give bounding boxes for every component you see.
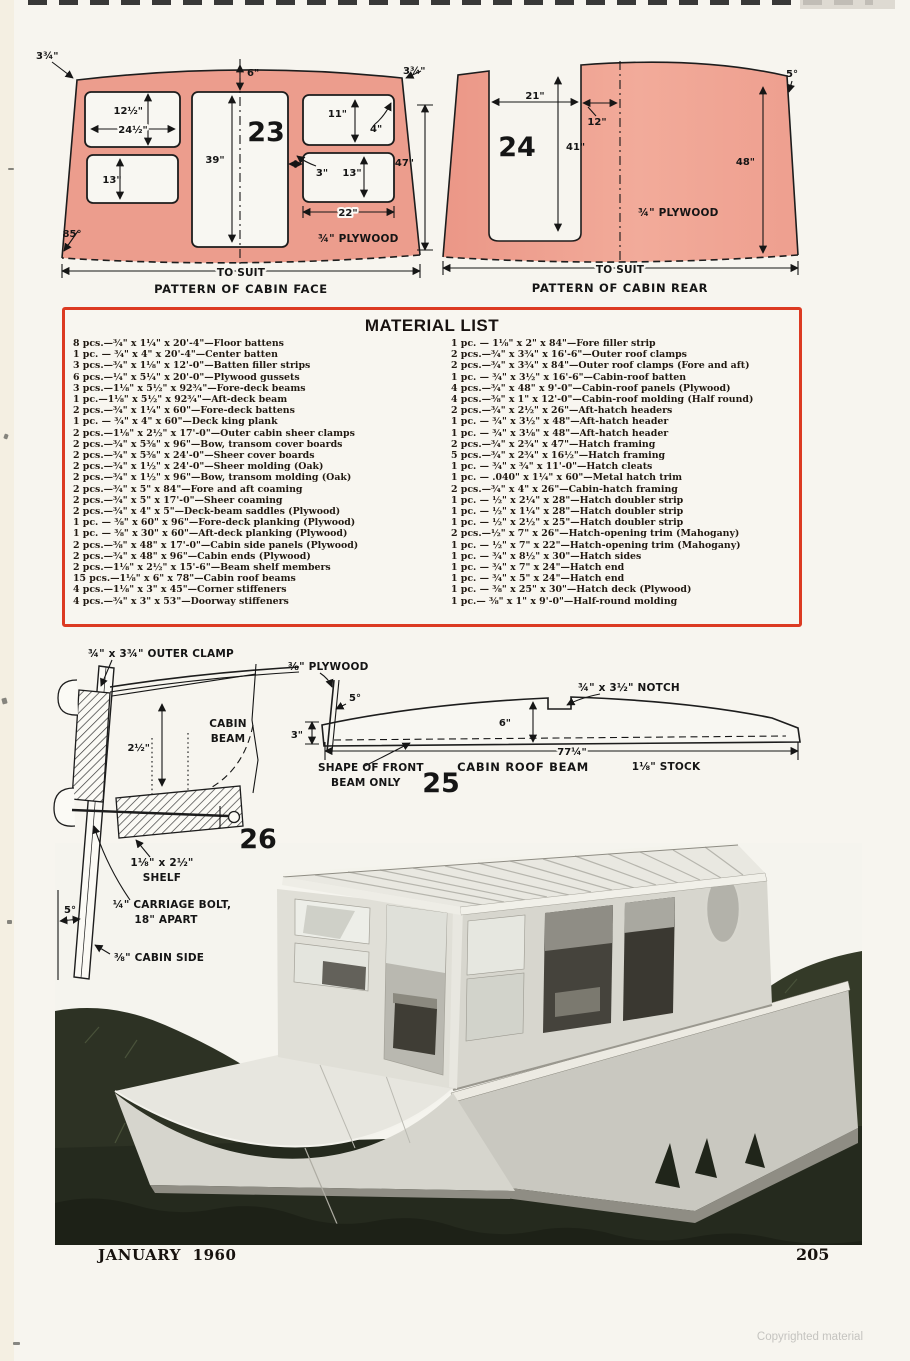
copyright-watermark: Copyrighted material <box>756 1331 863 1343</box>
figure-number-26: 26 <box>239 824 277 855</box>
figure-number-25: 25 <box>422 768 460 799</box>
material-list-item: 1 pc. — ½" x 1¼" x 28"—Hatch doubler strip <box>451 506 684 518</box>
issue-date: JANUARY 1960 <box>98 1246 237 1264</box>
material-list-item: 2 pcs.—¾" x 4" x 26"—Cabin-hatch framing <box>451 483 678 495</box>
material-list-item: 2 pcs.—¾" x 4" x 5"—Deck-beam saddles (Plywood) <box>73 506 341 518</box>
page-number: 205 <box>796 1245 830 1264</box>
cabin-beam-label-2: BEAM <box>210 733 246 745</box>
caption-cabin-face: PATTERN OF CABIN FACE <box>154 282 328 296</box>
material-list-item: 1 pc. — ¾" x 4" x 60"—Deck king plank <box>73 416 278 428</box>
material-list-item: 1 pc. — ¾" x 3½" x 16'-6"—Cabin-roof batten <box>451 371 687 383</box>
material-list-item: 1 pc. — ⅜" x 25" x 30"—Hatch deck (Plywood) <box>451 584 692 596</box>
material-list-item: 2 pcs.—¾" x 1½" x 24'-0"—Sheer molding (Oak) <box>73 461 324 473</box>
dim-6: 6" <box>498 718 511 729</box>
material-list-item: 1 pc. — ¾" x 3⅛" x 48"—Aft-hatch header <box>451 427 669 439</box>
material-list-item: 2 pcs.—1⅛" x 2½" x 15'-6"—Beam shelf members <box>73 562 331 574</box>
dim-39: 39" <box>205 155 225 166</box>
dim-3-3-4-right: 3¾" <box>403 66 426 77</box>
outer-clamp-label: ¾" x 3¾" OUTER CLAMP <box>88 648 234 660</box>
material-list-left-column <box>73 338 451 607</box>
material-list-item: 1 pc. — ¾" x 4" x 20'-4"—Center batten <box>73 349 278 361</box>
carriage-bolt-label-1: ¼" CARRIAGE BOLT, <box>112 899 232 911</box>
material-list-item: 1 pc. — ⅜" x 60" x 96"—Fore-deck planking (Plywood) <box>73 517 356 529</box>
carriage-bolt-label-2: 18" APART <box>134 914 198 926</box>
material-list-item: 15 pcs.—1⅛" x 6" x 78"—Cabin roof beams <box>73 573 296 585</box>
stock-label: 1⅛" STOCK <box>631 761 701 773</box>
material-list-item: 3 pcs.—¾" x 1⅛" x 12'-0"—Batten filler strips <box>73 360 311 372</box>
material-list-item: 1 pc. — ¾" x 7" x 24"—Hatch end <box>451 562 625 574</box>
material-list-item: 2 pcs.—⅜" x 48" x 17'-0"—Cabin side panels (Plywood) <box>73 539 359 551</box>
shape-note-1: SHAPE OF FRONT <box>318 762 424 774</box>
dim-3-3-4-left: 3¾" <box>36 51 59 62</box>
cabin-beam-label-1: CABIN <box>209 718 247 730</box>
dim-21: 21" <box>525 91 545 102</box>
angle-5: 5° <box>349 693 361 704</box>
construction-detail-diagrams <box>0 630 910 995</box>
material-list-item: 2 pcs.—¾" x 5" x 84"—Fore and aft coaming <box>73 483 303 495</box>
dim-2-5: 2½" <box>127 743 150 754</box>
material-list-item: 1 pc. — ½" x 2½" x 25"—Hatch doubler strip <box>451 517 684 529</box>
material-list-item: 2 pcs.—¾" x 5" x 17'-0"—Sheer coaming <box>73 494 283 506</box>
material-list-item: 1 pc. — ¾" x 8½" x 30"—Hatch sides <box>451 550 642 562</box>
material-list-item: 1 pc.— ⅜" x 1" x 9'-0"—Half-round molding <box>451 595 678 607</box>
material-list-item: 1 pc. — ½" x 2¼" x 28"—Hatch doubler strip <box>451 494 684 506</box>
material-list-item: 2 pcs.—¾" x 5⅜" x 96"—Bow, transom cover boards <box>73 438 343 450</box>
material-list-item: 1 pc. — ¾" x ¾" x 11'-0"—Hatch cleats <box>451 461 653 473</box>
figure-number-24: 24 <box>498 132 536 163</box>
dim-6: 6" <box>247 68 260 79</box>
plywood-label: ¾" PLYWOOD <box>638 207 719 219</box>
dim-12-5: 12½" <box>113 106 143 117</box>
angle-85: 85° <box>62 229 82 240</box>
dim-77: 77¼" <box>557 747 587 758</box>
cabin-face-pattern <box>36 51 433 296</box>
dim-22: 22" <box>338 208 358 219</box>
material-list-item: 2 pcs.—1⅛" x 2½" x 17'-0"—Outer cabin sheer clamps <box>73 427 355 439</box>
roof-beam-fig25 <box>291 680 800 799</box>
scan-artifact <box>800 0 895 9</box>
material-list-item: 1 pc. — ¾" x 5" x 24"—Hatch end <box>451 573 625 585</box>
dim-4: 4" <box>370 124 383 135</box>
torn-edge-artifact <box>28 0 873 5</box>
material-list-item: 2 pcs.—¾" x 2¾" x 47"—Hatch framing <box>451 438 656 450</box>
dim-3: 3" <box>290 730 303 741</box>
material-list-item: 1 pc. — ⅜" x 30" x 60"—Aft-deck planking (Plywood) <box>73 528 348 540</box>
material-list-right-column <box>451 338 795 607</box>
material-list-item: 2 pcs.—¾" x 1¼" x 60"—Fore-deck battens <box>73 405 295 417</box>
dim-3: 3" <box>315 168 329 179</box>
to-suit-label: TO SUIT <box>216 267 266 279</box>
material-list-item: 1 pc. — ¾" x 3½" x 48"—Aft-hatch header <box>451 416 669 428</box>
angle-5: 5° <box>64 905 76 916</box>
material-list-item: 2 pcs.—½" x 7" x 26"—Hatch-opening trim (Mahogany) <box>451 528 740 540</box>
dim-12: 12" <box>587 117 607 128</box>
material-list-item: 8 pcs.—¾" x 1¼" x 20'-4"—Floor battens <box>73 338 284 349</box>
dim-11: 11" <box>327 109 347 120</box>
shelf-label: SHELF <box>142 872 182 884</box>
dim-47: 47" <box>394 158 414 169</box>
to-suit-label: TO SUIT <box>595 264 645 276</box>
dim-48: 48" <box>735 157 755 168</box>
shelf-size-label: 1⅛" x 2½" <box>130 857 194 869</box>
material-list-item: 1 pc. — ½" x 7" x 22"—Hatch-opening trim (Mahogany) <box>451 539 741 551</box>
cabin-pattern-diagrams <box>0 45 910 305</box>
material-list-item: 4 pcs.—⅜" x 1" x 12'-0"—Cabin-roof molding (Half round) <box>451 394 754 406</box>
dim-13-right: 13" <box>342 168 362 179</box>
material-list-item: 1 pc.—1⅛" x 5½" x 92¾"—Aft-deck beam <box>73 394 288 406</box>
material-list-item: 2 pcs.—¾" x 5⅜" x 24'-0"—Sheer cover boards <box>73 450 315 462</box>
material-list-title: MATERIAL LIST <box>364 316 500 335</box>
caption-cabin-rear: PATTERN OF CABIN REAR <box>531 281 709 295</box>
material-list-box <box>62 307 802 627</box>
dim-24-5: 24½" <box>118 125 148 136</box>
roof-beam-title: CABIN ROOF BEAM <box>457 760 589 774</box>
material-list-item: 2 pcs.—¾" x 48" x 96"—Cabin ends (Plywood) <box>73 550 311 562</box>
figure-number-23: 23 <box>247 117 285 148</box>
material-list-item: 4 pcs.—1⅛" x 3" x 45"—Corner stiffeners <box>73 584 287 596</box>
plywood-label: ¾" PLYWOOD <box>318 233 399 245</box>
material-list-item: 6 pcs.—¼" x 5¼" x 20'-0"—Plywood gussets <box>73 371 300 383</box>
material-list-item: 2 pcs.—¾" x 2½" x 26"—Aft-hatch headers <box>451 405 673 417</box>
material-list-item: 3 pcs.—1⅛" x 5½" x 92¾"—Fore-deck beams <box>73 382 306 394</box>
notch-label: ¾" x 3½" NOTCH <box>578 682 680 694</box>
cabin-rear-pattern <box>443 61 798 295</box>
scan-speck <box>13 1342 20 1345</box>
dim-41: 41" <box>566 142 586 153</box>
cabin-side-label: ⅜" CABIN SIDE <box>114 952 205 964</box>
plywood-label: ⅜" PLYWOOD <box>288 661 369 673</box>
dim-13-left: 13" <box>102 175 122 186</box>
material-list-item: 2 pcs.—¾" x 3¾" x 16'-6"—Outer roof clamps <box>451 349 687 361</box>
material-list-item: 5 pcs.—¾" x 2¾" x 16½"—Hatch framing <box>451 450 666 462</box>
material-list-item: 2 pcs.—¾" x 3¾" x 84"—Outer roof clamps (Fore and aft) <box>451 360 750 372</box>
material-list-item: 1 pc. — 1⅛" x 2" x 84"—Fore filler strip <box>451 338 656 349</box>
clamp-detail-fig26 <box>54 648 369 980</box>
material-list-item: 1 pc. — .040" x 1¼" x 60"—Metal hatch trim <box>451 472 682 484</box>
shape-note-2: BEAM ONLY <box>331 777 401 789</box>
angle-5: 5° <box>786 69 798 80</box>
material-list-item: 4 pcs.—¾" x 48" x 9'-0"—Cabin-roof panels (Plywood) <box>451 382 731 394</box>
material-list-item: 4 pcs.—¾" x 3" x 53"—Doorway stiffeners <box>73 595 289 607</box>
material-list-item: 2 pcs.—¾" x 1½" x 96"—Bow, transom molding (Oak) <box>73 472 352 484</box>
